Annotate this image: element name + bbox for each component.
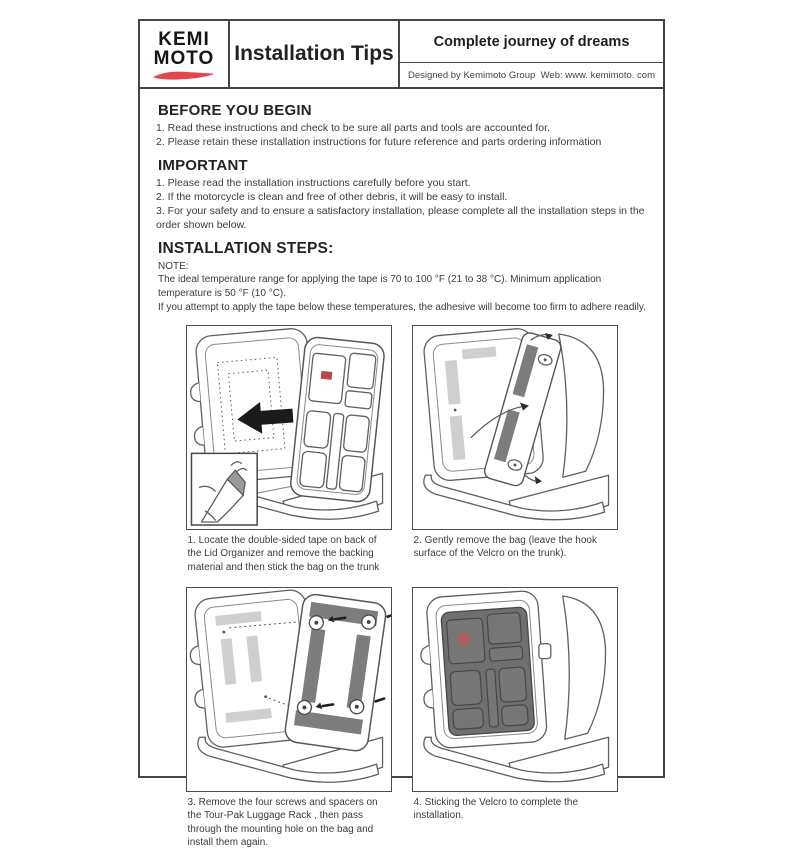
kemimoto-patch — [458, 634, 469, 643]
important-heading: IMPORTANT — [158, 156, 248, 174]
header — [140, 21, 663, 89]
important-item-1: 1. Please read the installation instructions carefully before you start. — [156, 176, 471, 189]
step4-caption: 4. Sticking the Velcro to complete the installation. — [413, 796, 579, 822]
document-body — [140, 89, 663, 859]
document-sheet — [138, 19, 665, 849]
before-item-2: 2. Please retain these installation instructions for future reference and parts ordering information — [156, 135, 602, 148]
step3-panel — [186, 587, 392, 792]
header-meta — [400, 63, 663, 87]
step3-figure — [186, 587, 392, 859]
step1-figure — [186, 325, 392, 587]
step2-panel — [412, 325, 618, 530]
step1-panel — [186, 325, 392, 530]
logo-swoosh-icon — [152, 68, 216, 81]
before-item-1: 1. Read these instructions and check to be sure all parts and tools are accounted for. — [156, 122, 550, 134]
note-line-2: If you attempt to apply the tape below these temperatures, the adhesive will become too firm to adhere readily. — [158, 301, 646, 313]
brand-logo — [140, 21, 230, 87]
designed-by: Designed by Kemimoto Group — [408, 69, 536, 81]
steps-grid — [186, 325, 618, 859]
website-url: Web: www. kemimoto. com — [540, 69, 655, 81]
header-right — [400, 21, 663, 87]
step1-caption: 1. Locate the double-sided tape on back of the Lid Organizer and remove the backing material and then stick the bag on the trunk — [187, 534, 380, 573]
brand-tagline: Complete journey of dreams — [400, 21, 663, 63]
step1-illustration — [187, 326, 391, 529]
peel-inset — [191, 453, 257, 525]
step4-illustration — [413, 588, 617, 791]
before-you-begin-heading: BEFORE YOU BEGIN — [158, 102, 312, 119]
note-label: NOTE: — [158, 260, 189, 272]
step2-figure — [412, 325, 618, 587]
important-item-2: 2. If the motorcycle is clean and free of other debris, it will be easy to install. — [156, 190, 508, 203]
kemimoto-patch — [320, 371, 332, 380]
logo-text-line2: MOTO — [153, 47, 215, 69]
logo-text-line1: KEMI — [158, 29, 210, 51]
step2-illustration — [413, 326, 617, 529]
step4-panel — [412, 587, 618, 792]
step2-caption: 2. Gently remove the bag (leave the hook surface of the Velcro on the trunk). — [413, 534, 597, 560]
page-title-cell — [230, 21, 400, 87]
note-line-1: The ideal temperature range for applying the tape is 70 to 100 °F (21 to 38 °C). Minimum application temperature is 50 °F (10 °C). — [158, 273, 602, 299]
page-title: Installation Tips — [234, 42, 394, 65]
installation-steps-heading: INSTALLATION STEPS: — [158, 239, 334, 257]
step4-figure — [412, 587, 618, 859]
important-item-3: 3. For your safety and to ensure a satisfactory installation, please complete all the installation steps in the order shown below. — [156, 204, 645, 231]
step3-caption: 3. Remove the four screws and spacers on the Tour-Pak Luggage Rack , then pass through the mounting hole on the bag and install them again. — [187, 796, 378, 849]
step3-illustration — [187, 588, 391, 791]
